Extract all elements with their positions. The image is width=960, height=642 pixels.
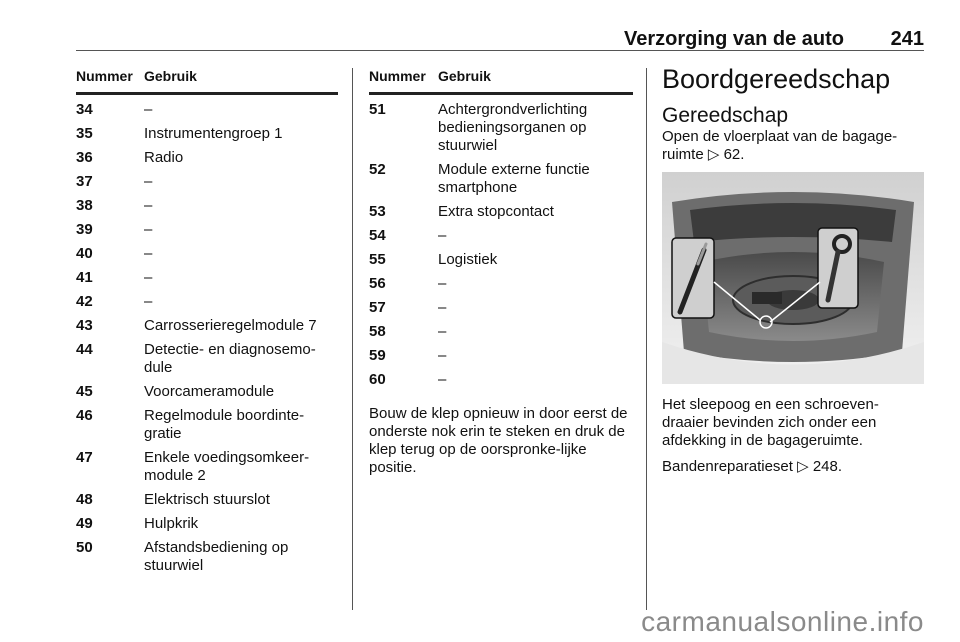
fuse-number: 37	[76, 173, 93, 190]
fuse-use: –	[144, 101, 153, 118]
fuse-use: –	[144, 173, 153, 190]
fuse-use: Elektrisch stuurslot	[144, 491, 270, 508]
fuse-use: Enkele voedingsomkeer-module 2	[144, 449, 310, 484]
tools-location-caption: Het sleepoog en een schroeven-draaier bevinden zich onder een afdekking in de bagageruimte.	[662, 396, 879, 449]
fuse-number: 54	[369, 227, 386, 244]
repair-kit-page-ref[interactable]: 248.	[812, 458, 843, 475]
page-number: 241	[890, 28, 924, 50]
column-header-number: Nummer	[369, 68, 426, 84]
table-row	[76, 515, 338, 539]
page-header	[76, 28, 924, 52]
table-row	[369, 371, 633, 395]
column-header-use: Gebruik	[144, 68, 197, 84]
luggage-compartment-photo	[662, 172, 924, 384]
fuse-use: Extra stopcontact	[438, 203, 554, 220]
table-row	[369, 299, 633, 323]
fuse-use: Logistiek	[438, 251, 498, 268]
fuse-number: 60	[369, 371, 386, 388]
fuse-use: Afstandsbediening op stuurwiel	[144, 539, 289, 574]
fuse-use: –	[438, 299, 447, 316]
table-body	[369, 101, 633, 395]
fuse-number: 35	[76, 125, 93, 142]
table-row	[76, 245, 338, 269]
table-row	[369, 101, 633, 161]
header-title: Verzorging van de auto	[623, 28, 844, 50]
table-row	[76, 125, 338, 149]
fuse-number: 38	[76, 197, 93, 214]
fuse-number: 53	[369, 203, 386, 220]
table-header-rule	[369, 92, 633, 95]
fuse-use: Module externe functie smartphone	[438, 161, 590, 196]
table-row	[76, 149, 338, 173]
watermark: carmanualsonline.info	[641, 606, 924, 637]
fuse-number: 55	[369, 251, 386, 268]
luggage-compartment-illustration	[662, 172, 924, 384]
fuse-number: 44	[76, 341, 93, 358]
fuse-use: –	[144, 269, 153, 286]
table-row	[369, 227, 633, 251]
fuse-number: 49	[76, 515, 93, 532]
table-body	[76, 101, 338, 581]
fuse-number: 52	[369, 161, 386, 178]
fuse-table-left	[76, 68, 338, 581]
fuse-use: –	[438, 347, 447, 364]
fuse-number: 58	[369, 323, 386, 340]
section-title: Boordgereedschap	[662, 64, 891, 94]
table-row	[76, 221, 338, 245]
fuse-number: 57	[369, 299, 386, 316]
fuse-number: 34	[76, 101, 93, 118]
tools-section	[662, 64, 924, 476]
fuse-number: 43	[76, 317, 93, 334]
table-row	[369, 347, 633, 371]
fuse-use: Voorcameramodule	[144, 383, 275, 400]
fuse-number: 47	[76, 449, 93, 466]
page-ref-arrow-icon: ▷	[797, 458, 809, 475]
fuse-number: 42	[76, 293, 93, 310]
fuse-use: –	[144, 245, 153, 262]
fuse-use: Achtergrondverlichting bedieningsorganen op stuurwiel	[438, 101, 588, 154]
fuse-number: 59	[369, 347, 386, 364]
table-header	[76, 68, 338, 92]
column-header-use: Gebruik	[438, 68, 491, 84]
intro-paragraph	[662, 128, 924, 164]
header-rule	[76, 50, 924, 51]
fuse-use: –	[438, 227, 447, 244]
table-row	[76, 197, 338, 221]
table-row	[76, 449, 338, 491]
fuse-use: Radio	[144, 149, 184, 166]
fuse-use: –	[144, 221, 153, 238]
fuse-use: –	[438, 371, 447, 388]
table-row	[76, 317, 338, 341]
table-row	[76, 407, 338, 449]
fuse-number: 39	[76, 221, 93, 238]
reinstall-instructions: Bouw de klep opnieuw in door eerst de onderste nok erin te steken en druk de klep terug op de oorspronke-lijke positie.	[369, 405, 628, 476]
table-row	[76, 491, 338, 515]
fuse-number: 36	[76, 149, 93, 166]
table-row	[76, 539, 338, 581]
fuse-use: –	[438, 323, 447, 340]
fuse-use: –	[144, 197, 153, 214]
fuse-number: 45	[76, 383, 93, 400]
fuse-number: 50	[76, 539, 93, 556]
column-header-number: Nummer	[76, 68, 133, 84]
table-row	[76, 101, 338, 125]
fuse-use: Carrosserieregelmodule 7	[144, 317, 317, 334]
intro-page-ref[interactable]: 62.	[723, 146, 745, 163]
page-ref-arrow-icon: ▷	[707, 146, 720, 163]
table-row	[76, 173, 338, 197]
fuse-use: Hulpkrik	[144, 515, 199, 532]
intro-text: Open de vloerplaat van de bagage-ruimte	[662, 128, 898, 163]
table-row	[369, 203, 633, 227]
table-row	[369, 323, 633, 347]
repair-kit-paragraph	[662, 458, 924, 476]
table-row	[369, 251, 633, 275]
table-row	[369, 275, 633, 299]
column-divider	[646, 68, 647, 610]
fuse-use: –	[438, 275, 447, 292]
table-row	[76, 269, 338, 293]
fuse-number: 51	[369, 101, 386, 118]
fuse-use: Detectie- en diagnosemo-dule	[144, 341, 316, 376]
fuse-use: Instrumentengroep 1	[144, 125, 283, 142]
table-row	[369, 161, 633, 203]
table-row	[76, 293, 338, 317]
fuse-number: 56	[369, 275, 386, 292]
fuse-table-right	[369, 68, 633, 477]
fuse-use: Regelmodule boordinte-gratie	[144, 407, 305, 442]
fuse-number: 46	[76, 407, 93, 424]
fuse-use: –	[144, 293, 153, 310]
fuse-number: 48	[76, 491, 93, 508]
table-header-rule	[76, 92, 338, 95]
fuse-number: 40	[76, 245, 93, 262]
column-divider	[352, 68, 353, 610]
repair-kit-text: Bandenreparatieset	[662, 458, 793, 475]
fuse-number: 41	[76, 269, 93, 286]
table-row	[76, 341, 338, 383]
table-header	[369, 68, 633, 92]
table-row	[76, 383, 338, 407]
section-subtitle: Gereedschap	[662, 104, 789, 127]
